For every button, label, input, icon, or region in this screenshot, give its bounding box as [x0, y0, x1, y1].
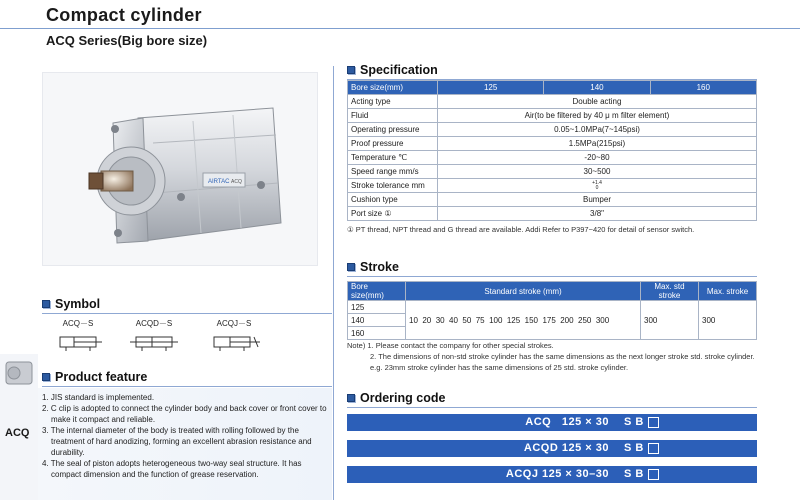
- bore-cell: 140: [348, 314, 406, 327]
- bore-cell: 125: [348, 301, 406, 314]
- section-square-icon: [347, 394, 355, 402]
- order-code-suffix: S B: [624, 416, 644, 428]
- table-row: [348, 95, 757, 109]
- list-item: 4. The seal of piston adopts heterogeneous two-way seal structure. It has compact dimension and the function of grease reservation.: [42, 459, 302, 479]
- stroke-col-max-std: Max. std stroke: [641, 282, 699, 301]
- order-code-text: ACQD 125 × 30: [523, 442, 609, 454]
- product-feature-heading-label: Product feature: [55, 370, 148, 384]
- ordering-code-heading: [347, 391, 445, 405]
- option-box-icon: [648, 443, 659, 454]
- spec-value: Double acting: [438, 95, 757, 109]
- symbol-acq: [50, 318, 106, 355]
- stroke-heading-label: Stroke: [360, 260, 399, 274]
- max-std-stroke-cell: 300: [641, 301, 699, 340]
- spec-col-bore: Bore size(mm): [348, 81, 438, 95]
- brand-label: AIRTAC: [208, 179, 230, 185]
- section-square-icon: [347, 263, 355, 271]
- feature-list: [42, 392, 332, 480]
- spec-label: Cushion type: [348, 193, 438, 207]
- order-code-bar: [347, 466, 757, 483]
- title-rule: [0, 28, 800, 29]
- tolerance-upper: +1.4: [592, 179, 602, 186]
- option-box-icon: [648, 417, 659, 428]
- symbol-heading: [42, 297, 100, 311]
- list-item: 1. JIS standard is implemented.: [42, 393, 155, 402]
- stroke-header-row: [348, 282, 757, 301]
- spec-col-140: 140: [544, 81, 650, 95]
- stroke-note-2: 2. The dimensions of non-std stroke cylinder has the same dimensions as the next longer stroke std. stroke cylinder. e.g. 23mm stroke cylinder has the same dimensions of 25 std. stroke cylinder.: [370, 352, 755, 372]
- section-square-icon: [347, 66, 355, 74]
- list-item: 2. C clip is adopted to connect the cylinder body and back cover or front cover to make it compact and reliable.: [42, 404, 327, 424]
- spec-label: Proof pressure: [348, 137, 438, 151]
- product-feature-rule: [42, 386, 332, 387]
- spec-label: Acting type: [348, 95, 438, 109]
- specification-table: [347, 80, 757, 221]
- symbol-label: ACQ－S: [62, 319, 94, 328]
- order-code-text: ACQJ 125 × 30–30: [505, 468, 609, 480]
- spec-value: 1.5MPa(215psi): [438, 137, 757, 151]
- product-image: [42, 72, 318, 266]
- table-row: [348, 207, 757, 221]
- section-square-icon: [42, 300, 50, 308]
- order-code-suffix: S B: [624, 442, 644, 454]
- symbol-label: ACQD－S: [135, 319, 173, 328]
- spec-label: Speed range mm/s: [348, 165, 438, 179]
- specification-heading: [347, 63, 438, 77]
- table-row: [348, 193, 757, 207]
- spec-value: [438, 179, 757, 193]
- spec-label: Temperature ℃: [348, 151, 438, 165]
- spec-col-125: 125: [438, 81, 544, 95]
- order-code-bar: [347, 414, 757, 431]
- section-square-icon: [42, 373, 50, 381]
- page-title: Compact cylinder: [46, 5, 202, 25]
- specification-note: ① PT thread, NPT thread and G thread are available. Addi Refer to P397~420 for detail of sensor switch.: [347, 225, 695, 234]
- ordering-code-heading-label: Ordering code: [360, 391, 446, 405]
- list-item: 3. The internal diameter of the body is treated with rolling followed by the treatment of hard anodizing, forming an excellent abrasion resistance and durability.: [42, 426, 312, 457]
- spec-value: 0.05~1.0MPa(7~145psi): [438, 123, 757, 137]
- spec-label: Operating pressure: [348, 123, 438, 137]
- spec-label: Stroke tolerance mm: [348, 179, 438, 193]
- table-row: [348, 123, 757, 137]
- cylinder-symbol-icon: [126, 331, 182, 353]
- cylinder-illustration: [43, 73, 319, 267]
- ordering-code-rule: [347, 407, 757, 408]
- stroke-note-1: Note) 1. Please contact the company for other special strokes.: [347, 341, 554, 350]
- table-row: [348, 165, 757, 179]
- specification-heading-label: Specification: [360, 63, 438, 77]
- symbol-acqj: [204, 318, 264, 355]
- page-subtitle: ACQ Series(Big bore size): [46, 33, 208, 48]
- stroke-table: [347, 281, 757, 340]
- symbol-label: ACQJ－S: [216, 319, 252, 328]
- stroke-col-standard: Standard stroke (mm): [406, 282, 641, 301]
- stroke-heading: [347, 260, 399, 274]
- option-box-icon: [648, 469, 659, 480]
- stroke-col-max: Max. stroke: [699, 282, 757, 301]
- bore-cell: 160: [348, 327, 406, 340]
- spec-value: 3/8": [438, 207, 757, 221]
- model-label: ACQ: [231, 179, 242, 185]
- symbol-rule: [42, 313, 332, 314]
- order-code-suffix: S B: [624, 468, 644, 480]
- spec-value: 30~500: [438, 165, 757, 179]
- spec-value: -20~80: [438, 151, 757, 165]
- table-row: [348, 109, 757, 123]
- spec-value: Air(to be filtered by 40 μ m filter element): [438, 109, 757, 123]
- table-row: [348, 301, 757, 314]
- tolerance-lower: 0: [595, 184, 599, 191]
- standard-stroke-cell: 10 20 30 40 50 75 100 125 150 175 200 250 300: [406, 301, 641, 340]
- symbol-acqd: [126, 318, 182, 355]
- product-feature-heading: [42, 370, 147, 384]
- table-row: [348, 137, 757, 151]
- column-divider: [333, 66, 334, 500]
- feature-tab-label: ACQ: [5, 427, 30, 439]
- mini-cylinder-icon: [0, 354, 38, 394]
- cylinder-symbol-icon: [50, 331, 106, 353]
- symbol-heading-label: Symbol: [55, 297, 101, 311]
- cylinder-symbol-icon: [204, 331, 264, 353]
- spec-label: Fluid: [348, 109, 438, 123]
- spec-header-row: [348, 81, 757, 95]
- spec-label: Port size ①: [348, 207, 438, 221]
- stroke-rule: [347, 276, 757, 277]
- table-row: [348, 179, 757, 193]
- stroke-col-bore: Bore size(mm): [348, 282, 406, 301]
- max-stroke-cell: 300: [699, 301, 757, 340]
- table-row: [348, 151, 757, 165]
- stroke-tolerance-value: [592, 181, 602, 191]
- order-code-text: ACQ 125 × 30: [525, 416, 609, 428]
- order-code-bar: [347, 440, 757, 457]
- spec-col-160: 160: [650, 81, 756, 95]
- spec-value: Bumper: [438, 193, 757, 207]
